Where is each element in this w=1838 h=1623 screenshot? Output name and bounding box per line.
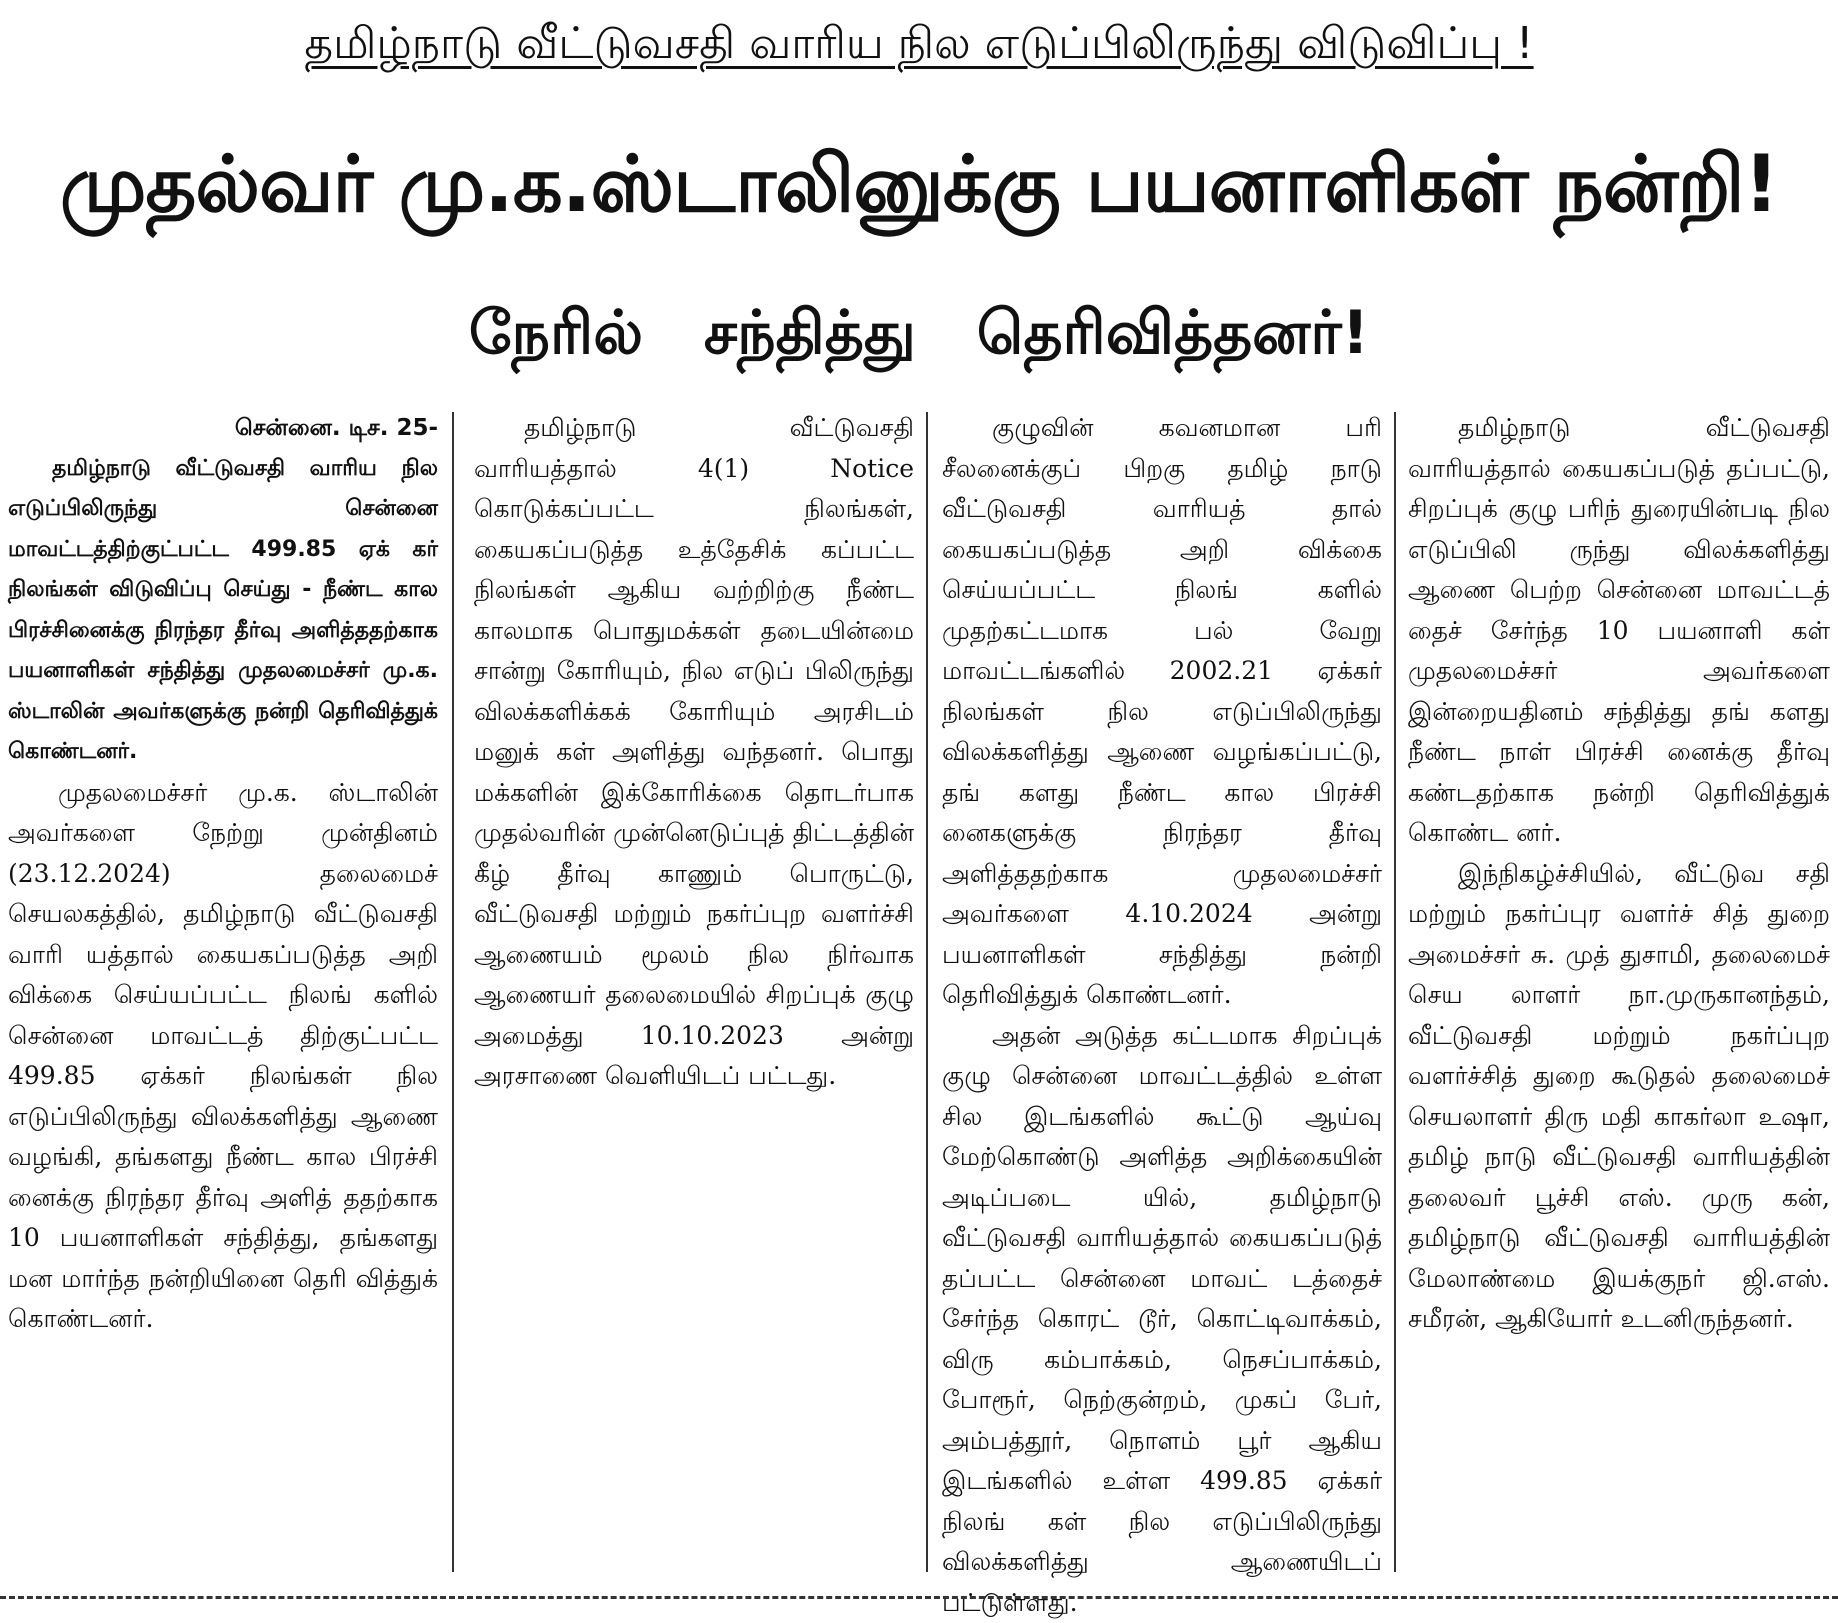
- article-column-1: [8, 408, 438, 1578]
- article-column-4: [1408, 408, 1830, 1578]
- article-column-3: [942, 408, 1382, 1578]
- body-paragraph: தமிழ்நாடு வீட்டுவசதி வாரியத்தால் 4(1) Notice கொடுக்கப்பட்ட நிலங்கள், கையகப்படுத்த உத்தேசிக் கப்பட்ட நிலங்கள் ஆகிய வற்றிற்கு நீண்ட காலமாக பொதுமக்கள் தடையின்மை சான்று கோரியும், நில எடுப் பிலிருந்து விலக்களிக்கக் கோரியும் அரசிடம் மனுக் கள் அளித்து வந்தனர். பொது மக்களின் இக்கோரிக்கை தொடர்பாக முதல்வரின் முன்னெடுப்புத் திட்டத்தின் கீழ் தீர்வு காணும் பொருட்டு, வீட்டுவசதி மற்றும் நகர்ப்புற வளர்ச்சி ஆணையம் மூலம் நில நிர்வாக ஆணையர் தலைமையில் சிறப்புக் குழு அமைத்து 10.10.2023 அன்று அரசாணை வெளியிடப் பட்டது.: [474, 408, 914, 1097]
- headline-kicker: [0, 14, 1838, 74]
- body-paragraph: தமிழ்நாடு வீட்டுவசதி வாரியத்தால் கையகப்படுத் தப்பட்டு, சிறப்புக் குழு பரிந் துரையின்படி நில எடுப்பிலி ருந்து விலக்களித்து ஆணை பெற்ற சென்னை மாவட்டத் தைச் சேர்ந்த 10 பயனாளி கள் முதலமைச்சர் அவர்களை இன்றையதினம் சந்தித்து தங் களது நீண்ட நாள் பிரச்சி னைக்கு தீர்வு கண்டதற்காக நன்றி தெரிவித்துக் கொண்ட னர்.: [1408, 408, 1830, 854]
- headline-sub: நேரில் சந்தித்து தெரிவித்தனர்!: [0, 290, 1838, 376]
- article-column-2: [474, 408, 914, 1578]
- body-paragraph: குழுவின் கவனமான பரி சீலனைக்குப் பிறகு தமிழ் நாடு வீட்டுவசதி வாரியத் தால் கையகப்படுத்த அறி விக்கை செய்யப்பட்ட நிலங் களில் முதற்கட்டமாக பல் வேறு மாவட்டங்களில் 2002.21 ஏக்கர் நிலங்கள் நில எடுப்பிலிருந்து விலக்களித்து ஆணை வழங்கப்பட்டு, தங் களது நீண்ட கால பிரச்சி னைகளுக்கு நிரந்தர தீர்வு அளித்ததற்காக முதலமைச்சர் அவர்களை 4.10.2024 அன்று பயனாளிகள் சந்தித்து நன்றி தெரிவித்துக் கொண்டனர்.: [942, 408, 1382, 1016]
- bottom-dashed-rule: [0, 1596, 1838, 1599]
- headline-main: முதல்வர் மு.க.ஸ்டாலினுக்கு பயனாளிகள் நன்றி!: [0, 130, 1838, 240]
- body-paragraph: முதலமைச்சர் மு.க. ஸ்டாலின் அவர்களை நேற்று முன்தினம் (23.12.2024) தலைமைச் செயலகத்தில், தமிழ்நாடு வீட்டுவசதி வாரி யத்தால் கையகப்படுத்த அறி விக்கை செய்யப்பட்ட நிலங் களில் சென்னை மாவட்டத் திற்குட்பட்ட 499.85 ஏக்கர் நிலங்கள் நில எடுப்பிலிருந்து விலக்களித்து ஆணை வழங்கி, தங்களது நீண்ட கால பிரச்சி னைக்கு நிரந்தர தீர்வு அளித் ததற்காக 10 பயனாளிகள் சந்தித்து, தங்களது மன மார்ந்த நன்றியினை தெரி வித்துக் கொண்டனர்.: [8, 773, 438, 1340]
- headline-kicker-text: தமிழ்நாடு வீட்டுவசதி வாரிய நில எடுப்பிலிருந்து விடுவிப்பு !: [304, 18, 1533, 69]
- dateline: சென்னை. டிச. 25-: [8, 408, 438, 449]
- lead-paragraph: தமிழ்நாடு வீட்டுவசதி வாரிய நில எடுப்பிலிருந்து சென்னை மாவட்டத்திற்குட்பட்ட 499.85 ஏக் கர் நிலங்கள் விடுவிப்பு செய்து - நீண்ட கால பிரச்சினைக்கு நிரந்தர தீர்வு அளித்ததற்காக பயனாளிகள் சந்தித்து முதலமைச்சர் மு.க. ஸ்டாலின் அவர்களுக்கு நன்றி தெரிவித்துக் கொண்டனர்.: [8, 449, 438, 773]
- body-paragraph: அதன் அடுத்த கட்டமாக சிறப்புக் குழு சென்னை மாவட்டத்தில் உள்ள சில இடங்களில் கூட்டு ஆய்வு மேற்கொண்டு அளித்த அறிக்கையின் அடிப்படை யில், தமிழ்நாடு வீட்டுவசதி வாரியத்தால் கையகப்படுத் தப்பட்ட சென்னை மாவட் டத்தைச் சேர்ந்த கொரட் டூர், கொட்டிவாக்கம், விரு கம்பாக்கம், நெசப்பாக்கம், போரூர், நெற்குன்றம், முகப் பேர், அம்பத்தூர், நொளம் பூர் ஆகிய இடங்களில் உள்ள 499.85 ஏக்கர் நிலங் கள் நில எடுப்பிலிருந்து விலக்களித்து ஆணையிடப் பட்டுள்ளது.: [942, 1016, 1382, 1623]
- article-body: [8, 408, 1830, 1578]
- body-paragraph: இந்நிகழ்ச்சியில், வீட்டுவ சதி மற்றும் நகர்ப்புர வளர்ச் சித் துறை அமைச்சர் சு. முத் துசாமி, தலைமைச் செய லாளர் நா.முருகானந்தம், வீட்டுவசதி மற்றும் நகர்ப்புற வளர்ச்சித் துறை கூடுதல் தலைமைச் செயலாளர் திரு மதி காகர்லா உஷா, தமிழ் நாடு வீட்டுவசதி வாரியத்தின் தலைவர் பூச்சி எஸ். முரு கன், தமிழ்நாடு வீட்டுவசதி வாரியத்தின் மேலாண்மை இயக்குநர் ஜி.எஸ். சமீரன், ஆகியோர் உடனிருந்தனர்.: [1408, 854, 1830, 1340]
